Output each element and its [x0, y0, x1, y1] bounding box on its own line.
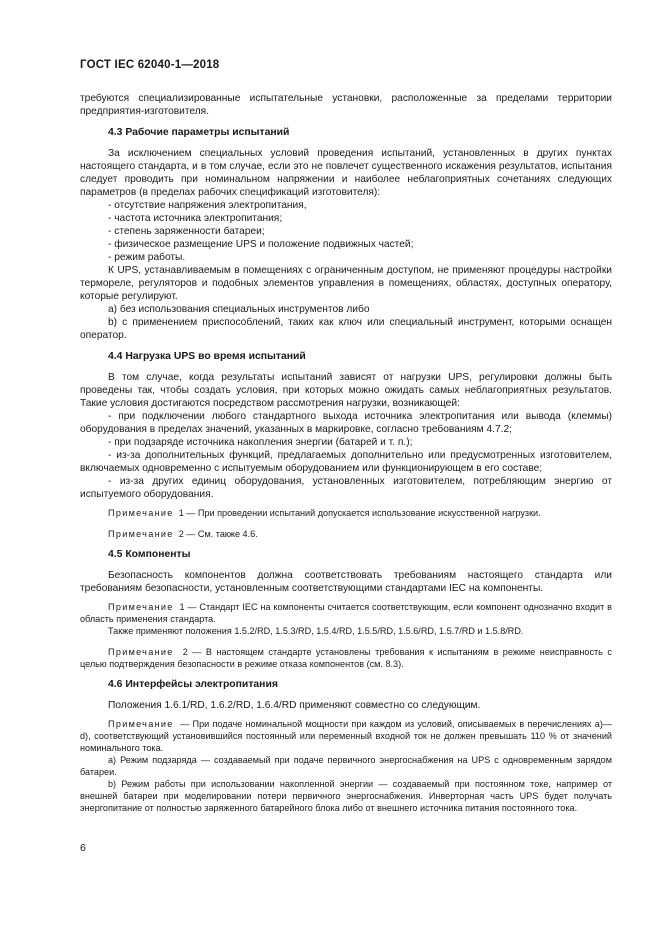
- section-4-6-paragraph-1: Положения 1.6.1/RD, 1.6.2/RD, 1.6.4/RD применяют совместно со следующим.: [108, 700, 481, 711]
- note-2: Примечание 2 — См. также 4.6.: [108, 529, 258, 539]
- section-4-5-paragraph-1: Безопасность компонентов должна соответствовать требованиям настоящего стандарта или требованиям безопасности, установленным соответствующими стандартами IEC на компоненты.: [80, 570, 612, 594]
- section-4-6-title: 4.6 Интерфейсы электропитания: [108, 679, 278, 690]
- intro-paragraph: требуются специализированные испытательные установки, расположенные за пределами территории предприятия-изготовителя.: [80, 93, 612, 117]
- note-1: Примечание 1 — Стандарт IEC на компоненты считается соответствующим, если компонент однозначно входит в область применения стандарта.: [80, 602, 612, 624]
- note-1: Примечание 1 — При проведении испытаний допускается использование искусственной нагрузки.: [108, 508, 541, 518]
- page-header-standard-title: ГОСТ IEC 62040-1—2018: [80, 59, 220, 71]
- note-label: Примечание: [108, 647, 174, 657]
- list-item: - частота источника электропитания;: [108, 213, 283, 224]
- list-item: - из-за дополнительных функций, предлагаемых дополнительно или предусмотренных изготовителем, включаемых одновременно с испытуемым оборудованием или функционирующем в его составе;: [80, 450, 612, 474]
- note-2: Примечание 2 — В настоящем стандарте установлены требования к испытаниям в режиме неисправность с целью подтверждения безопасности в режиме отказа компонентов (см. 8.3).: [80, 647, 612, 669]
- note-item-b: b) Режим работы при использовании накопленной энергии — создаваемый при постоянном токе, например от внешней батареи при моделировании потери первичного энергоснабжения. Инверторная часть UPS будет получать энергопитание от полностью заряженного батарейного блока либо от внешнего источника питания постоянного тока.: [80, 779, 612, 813]
- note-label: Примечание: [108, 602, 174, 612]
- section-4-5-title: 4.5 Компоненты: [108, 549, 191, 560]
- note-item-a: a) Режим подзаряда — создаваемый при подаче первичного энергоснабжения на UPS с одновременным зарядом батареи.: [80, 755, 612, 777]
- section-4-3-paragraph-1: За исключением специальных условий проведения испытаний, установленных в других пунктах настоящего стандарта, и в том случае, если это не повлечет существенного искажения результатов, испытания следует проводить при номинальном напряжении и наиболее неблагоприятных сочетаниях следующих параметров (в пределах рабочих спецификаций изготовителя):: [80, 148, 612, 198]
- list-item: - режим работы.: [108, 252, 186, 263]
- page-number: 6: [80, 842, 86, 854]
- note-label: Примечание: [108, 719, 174, 729]
- list-item: - из-за других единиц оборудования, установленных изготовителем, потребляющим энергию от испытуемого оборудования.: [80, 476, 612, 500]
- note-label: Примечание: [108, 529, 174, 539]
- page-content: [80, 92, 612, 814]
- section-4-3-paragraph-2: К UPS, устанавливаемым в помещениях с ограниченным доступом, не применяют процедуры настройки термореле, регуляторов и подобных элементов управления в помещениях, областях, доступных оператору, которые регулируют.: [80, 265, 612, 302]
- list-item: - степень заряженности батареи;: [108, 226, 265, 237]
- note-label: Примечание: [108, 508, 174, 518]
- section-4-3-title: 4.3 Рабочие параметры испытаний: [108, 127, 290, 138]
- section-4-4-title: 4.4 Нагрузка UPS во время испытаний: [108, 351, 306, 362]
- note: Примечание — При подаче номинальной мощности при каждом из условий, описываемых в перечислениях a)—d), соответствующий установившийся постоянный или переменный входной ток не должен превышать 110 % от значений номинального тока.: [80, 719, 612, 753]
- list-item-b: b) с применением приспособлений, таких как ключ или специальный инструмент, которыми оснащен оператор.: [80, 317, 612, 341]
- section-4-4-paragraph-1: В том случае, когда результаты испытаний зависят от нагрузки UPS, регулировки должны быть проведены так, чтобы создать условия, при которых можно ожидать самых неблагоприятных результатов. Такие условия достигаются посредством рассмотрения нагрузки, возникающей:: [80, 372, 612, 409]
- note-1-continuation: Также применяют положения 1.5.2/RD, 1.5.3/RD, 1.5.4/RD, 1.5.5/RD, 1.5.6/RD, 1.5.7/RD и 1.5.8/RD.: [108, 626, 524, 636]
- list-item: - при подключении любого стандартного выхода источника электропитания или вывода (клеммы) оборудования в пределах значений, указанных в маркировке, согласно требованиям 4.7.2;: [80, 411, 612, 435]
- list-item: - физическое размещение UPS и положение подвижных частей;: [108, 239, 414, 250]
- list-item: - отсутствие напряжения электропитания,: [108, 200, 307, 211]
- list-item-a: a) без использования специальных инструментов либо: [108, 304, 370, 315]
- list-item: - при подзаряде источника накопления энергии (батарей и т. п.);: [108, 437, 413, 448]
